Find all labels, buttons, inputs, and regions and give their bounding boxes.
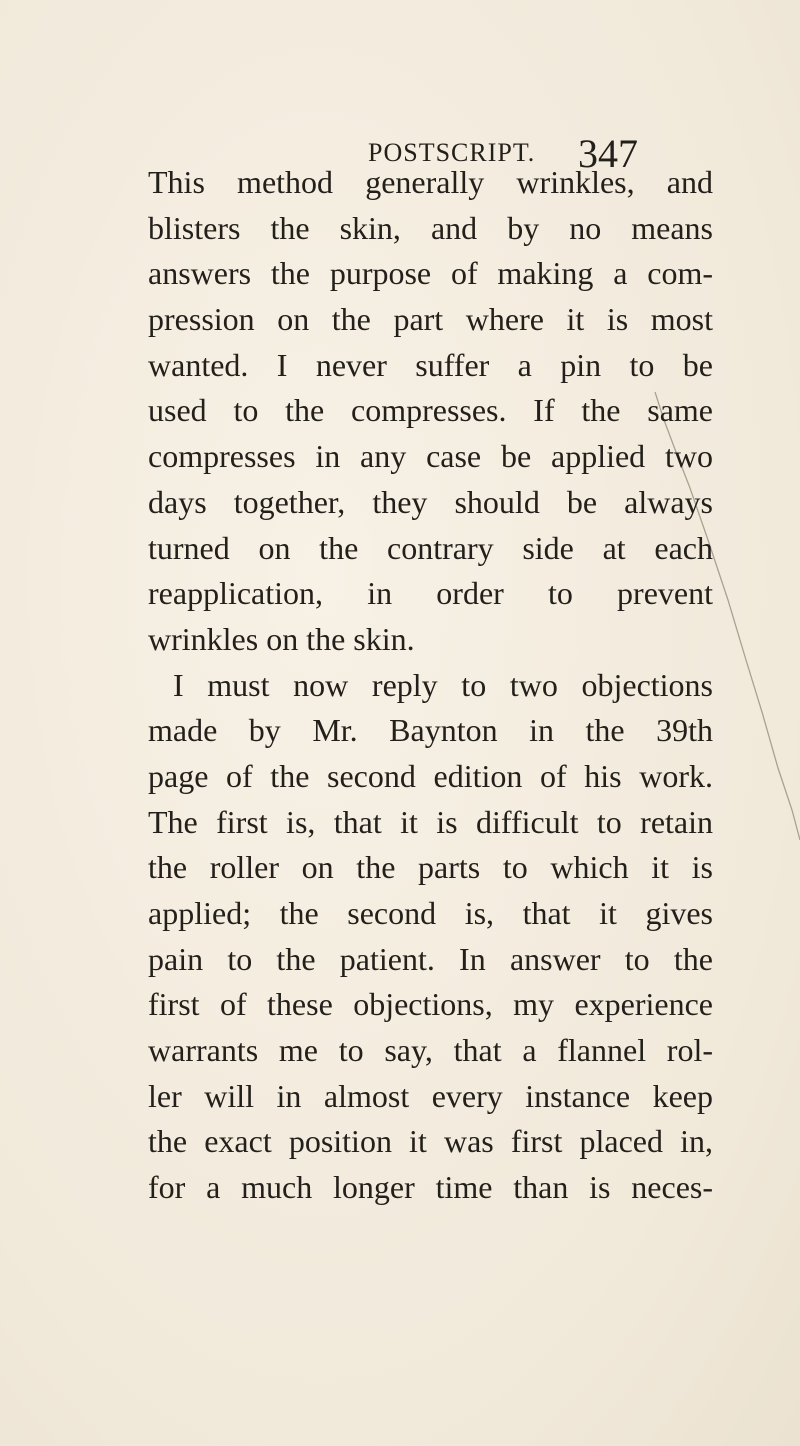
text-line: wanted. I never suffer a pin to be	[148, 346, 713, 383]
running-head: POSTSCRIPT.	[368, 138, 536, 167]
text-line: blisters the skin, and by no means	[148, 209, 713, 246]
text-line: answers the purpose of making a com-	[148, 255, 713, 292]
text-line: made by Mr. Baynton in the 39th	[148, 712, 713, 749]
text-line: applied; the second is, that it gives	[148, 895, 713, 931]
text-line: compresses in any case be applied two	[148, 438, 713, 475]
text-line: page of the second edition of his work.	[148, 757, 713, 794]
text-line: ler will in almost every instance keep	[148, 1077, 713, 1114]
text-line: wrinkles on the skin.	[148, 620, 415, 657]
text-line: days together, they should be always	[148, 483, 713, 520]
text-line: warrants me to say, that a flannel rol-	[148, 1032, 713, 1069]
text-line: I must now reply to two objections	[173, 666, 713, 703]
text-line: used to the compresses. If the same	[148, 392, 713, 429]
text-line: pain to the patient. In answer to the	[148, 940, 713, 977]
text-line: for a much longer time than is neces-	[148, 1169, 713, 1206]
text-line: This method generally wrinkles, and	[148, 164, 713, 200]
body-text	[148, 160, 713, 1211]
text-line: The first is, that it is difficult to retain	[148, 803, 713, 840]
page-number: 347	[578, 131, 638, 176]
text-line: the exact position it was first placed in,	[148, 1123, 713, 1160]
text-line: reapplication, in order to prevent	[148, 575, 713, 612]
text-line: pression on the part where it is most	[148, 301, 713, 338]
text-line: the roller on the parts to which it is	[148, 849, 713, 886]
text-line: first of these objections, my experience	[148, 986, 713, 1023]
text-line: turned on the contrary side at each	[148, 529, 713, 566]
